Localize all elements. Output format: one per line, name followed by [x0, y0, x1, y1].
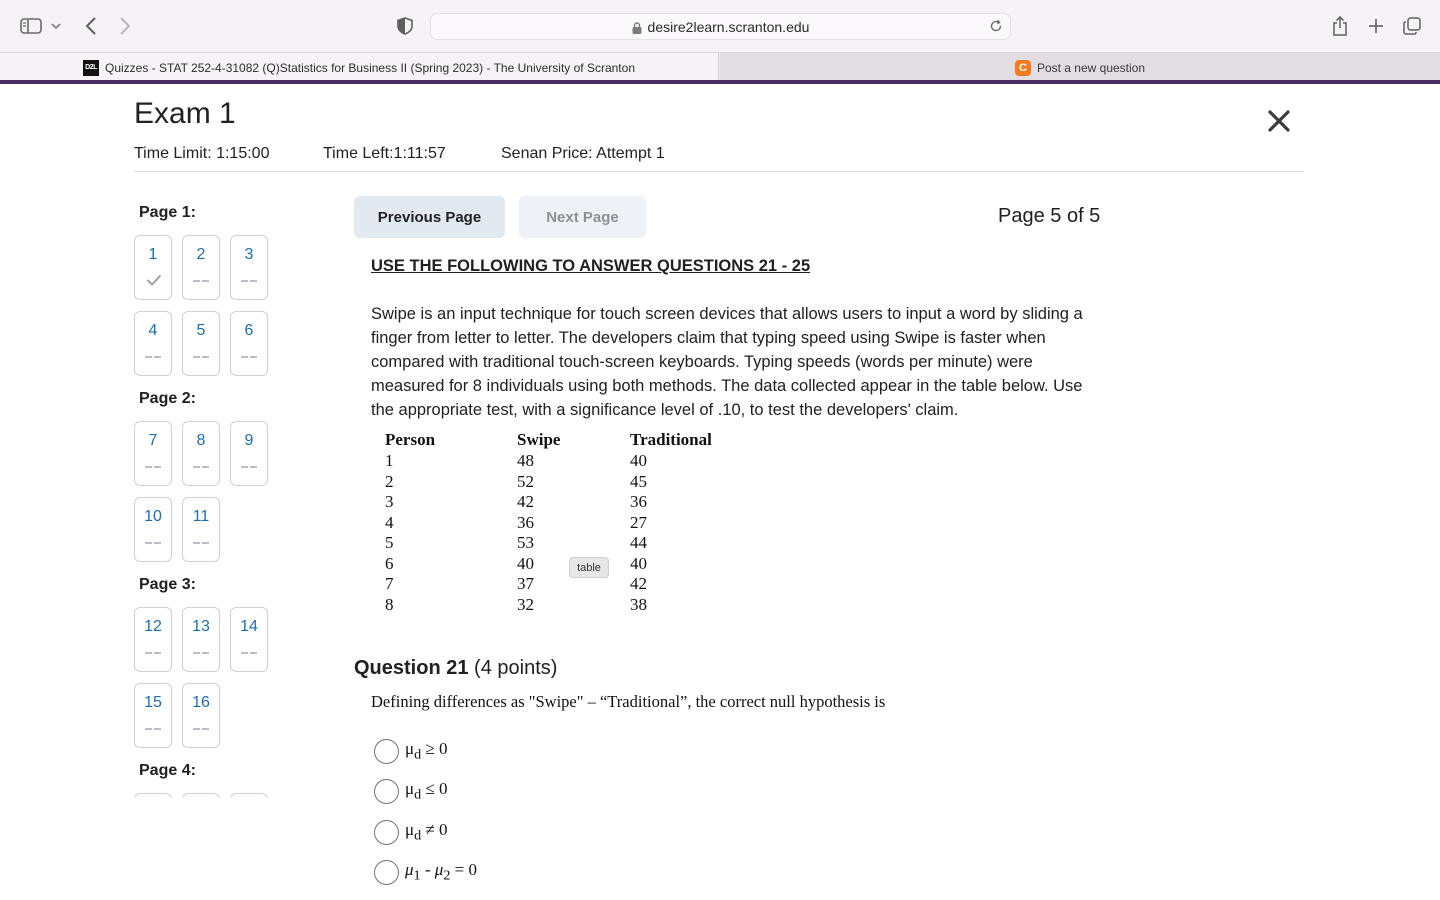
- page-indicator: Page 5 of 5: [998, 205, 1101, 227]
- tab-quizzes-label: Quizzes - STAT 252-4-31082 (Q)Statistics for Business II (Spring 2023) - The University of Scranton: [105, 60, 635, 75]
- back-icon[interactable]: [82, 12, 100, 40]
- nav-question-number: 14: [240, 618, 258, 635]
- nav-question-number: 10: [144, 508, 162, 525]
- unanswered-dash-icon: [193, 542, 209, 544]
- nav-page-label: Page 1:: [139, 204, 196, 221]
- answer-option-label: $\mu_d \ne 0$: [405, 819, 448, 844]
- nav-question-number: 9: [244, 432, 254, 449]
- question-title: [354, 657, 557, 680]
- nav-question-number: 7: [148, 432, 158, 449]
- table-cell: 44: [630, 533, 647, 552]
- unanswered-dash-icon: [145, 356, 161, 358]
- table-cell: 2: [385, 471, 394, 491]
- address-bar[interactable]: [430, 13, 1011, 40]
- nav-page-label: Page 4:: [139, 762, 196, 779]
- table-cell: 36: [630, 492, 647, 511]
- table-cell: 45: [630, 471, 647, 491]
- nav-question-7[interactable]: [134, 421, 172, 486]
- new-tab-icon[interactable]: [1366, 12, 1386, 40]
- tab-post-question-label: Post a new question: [1036, 60, 1146, 75]
- time-limit: Time Limit: 1:15:00: [134, 145, 270, 162]
- lock-icon: [632, 21, 642, 33]
- nav-question-number: 13: [192, 618, 210, 635]
- radio-button[interactable]: [374, 779, 399, 804]
- d2l-favicon-icon: D2L: [83, 60, 99, 76]
- table-cell: 5: [385, 533, 394, 552]
- nav-page-label: Page 3:: [139, 576, 196, 593]
- tab-overview-icon[interactable]: [1402, 12, 1422, 40]
- table-header-cell: Traditional: [630, 430, 712, 449]
- answer-option-3[interactable]: [374, 819, 448, 845]
- question-points: (4 points): [474, 657, 558, 679]
- nav-question-number: 3: [244, 246, 254, 263]
- nav-question-5[interactable]: [182, 311, 220, 376]
- unanswered-dash-icon: [145, 728, 161, 730]
- unanswered-dash-icon: [193, 466, 209, 468]
- nav-question-partial[interactable]: [182, 793, 220, 798]
- nav-question-number: 11: [192, 508, 210, 525]
- browser-toolbar: [0, 0, 1440, 52]
- tab-quizzes[interactable]: [0, 53, 719, 82]
- nav-scroll-clip: [130, 790, 290, 798]
- nav-question-partial[interactable]: [134, 793, 172, 798]
- unanswered-dash-icon: [145, 542, 161, 544]
- table-header-cell: Swipe: [517, 430, 561, 449]
- table-cell: 38: [630, 594, 647, 614]
- table-cell: 40: [630, 553, 647, 573]
- next-page-button[interactable]: Next Page: [519, 196, 646, 238]
- table-header-cell: Person: [385, 430, 436, 449]
- radio-button[interactable]: [374, 860, 399, 885]
- question-passage: Swipe is an input technique for touch screen devices that allows users to input a word by sliding a finger from letter to letter. The developers claim that typing speed using Swipe is faster when compared with traditional touch-screen keyboards. Typing speeds (words per minute) were measured for 8 individuals using both methods. The data collected appear in the table below. Use the appropriate test, with a significance level of .10, to test the developers' claim.: [371, 305, 1083, 419]
- table-row: [385, 533, 745, 553]
- table-cell: 4: [385, 512, 394, 532]
- table-cell: 52: [517, 471, 534, 491]
- table-cell: 40: [630, 451, 647, 470]
- table-row: [385, 451, 745, 471]
- table-row: [385, 574, 745, 594]
- radio-button[interactable]: [374, 820, 399, 845]
- table-cell: 1: [385, 451, 394, 470]
- nav-question-partial[interactable]: [230, 793, 268, 798]
- attempt-info: Senan Price: Attempt 1: [501, 145, 665, 162]
- table-row: [385, 554, 745, 574]
- answer-option-1[interactable]: [374, 738, 448, 764]
- table-cell: 7: [385, 574, 394, 593]
- table-row: [385, 595, 745, 615]
- table-row: [385, 472, 745, 492]
- table-tooltip: table: [569, 557, 609, 578]
- nav-question-6[interactable]: [230, 311, 268, 376]
- unanswered-dash-icon: [241, 652, 257, 654]
- unanswered-dash-icon: [241, 280, 257, 282]
- nav-question-number: 6: [244, 322, 254, 339]
- unanswered-dash-icon: [241, 356, 257, 358]
- reload-icon[interactable]: [989, 19, 1003, 36]
- nav-question-number: 4: [148, 322, 158, 339]
- nav-question-number: 5: [196, 322, 206, 339]
- sidebar-toggle-icon[interactable]: [18, 12, 44, 40]
- answered-check-icon: [146, 274, 162, 286]
- table-row: [385, 513, 745, 533]
- nav-question-number: 2: [196, 246, 206, 263]
- brand-accent-bar: [0, 80, 1440, 84]
- header-divider: [134, 171, 1304, 172]
- share-icon[interactable]: [1330, 12, 1350, 40]
- unanswered-dash-icon: [241, 466, 257, 468]
- nav-question-number: 16: [192, 694, 210, 711]
- answer-option-4[interactable]: [374, 859, 477, 885]
- nav-question-number: 8: [196, 432, 206, 449]
- nav-question-12[interactable]: [134, 607, 172, 672]
- chegg-favicon-icon: C: [1015, 60, 1031, 76]
- exam-title: Exam 1: [134, 97, 236, 130]
- tab-post-question[interactable]: [720, 53, 1440, 82]
- unanswered-dash-icon: [145, 466, 161, 468]
- answer-option-2[interactable]: [374, 778, 448, 804]
- nav-page-label: Page 2:: [139, 390, 196, 407]
- table-header-row: [385, 430, 745, 450]
- question-number: Question 21: [354, 657, 469, 679]
- table-cell: 36: [517, 512, 534, 532]
- unanswered-dash-icon: [193, 728, 209, 730]
- table-cell: 32: [517, 594, 534, 614]
- nav-question-11[interactable]: [182, 497, 220, 562]
- nav-question-1[interactable]: [134, 235, 172, 300]
- close-icon[interactable]: [1264, 106, 1294, 136]
- instruction-heading: USE THE FOLLOWING TO ANSWER QUESTIONS 21 - 25: [371, 257, 811, 275]
- table-cell: 48: [517, 451, 534, 470]
- answer-option-label: $\mu_d \ge 0$: [405, 738, 448, 763]
- time-left: Time Left:1:11:57: [323, 145, 446, 162]
- unanswered-dash-icon: [193, 652, 209, 654]
- question-text: Defining differences as "Swipe" – “Traditional”, the correct null hypothesis is: [371, 692, 886, 711]
- nav-question-8[interactable]: [182, 421, 220, 486]
- chevron-down-icon[interactable]: [49, 12, 63, 40]
- nav-question-9[interactable]: [230, 421, 268, 486]
- previous-page-button[interactable]: Previous Page: [354, 196, 505, 238]
- table-row: [385, 492, 745, 512]
- unanswered-dash-icon: [193, 280, 209, 282]
- forward-icon[interactable]: [116, 12, 134, 40]
- unanswered-dash-icon: [145, 652, 161, 654]
- table-cell: 40: [517, 553, 534, 573]
- unanswered-dash-icon: [193, 356, 209, 358]
- nav-question-2[interactable]: [182, 235, 220, 300]
- nav-question-number: 12: [144, 618, 162, 635]
- nav-question-4[interactable]: [134, 311, 172, 376]
- table-cell: 42: [517, 492, 534, 511]
- nav-question-15[interactable]: [134, 683, 172, 748]
- nav-question-number: 15: [144, 694, 162, 711]
- nav-question-14[interactable]: [230, 607, 268, 672]
- radio-button[interactable]: [374, 739, 399, 764]
- nav-question-3[interactable]: [230, 235, 268, 300]
- table-cell: 27: [630, 512, 647, 532]
- table-cell: 37: [517, 574, 534, 593]
- answer-option-label: $\mu_d \le 0$: [405, 778, 448, 803]
- answer-option-label: $\mu_1 - \mu_2 = 0$: [405, 859, 477, 884]
- privacy-shield-icon[interactable]: [396, 12, 414, 40]
- table-cell: 3: [385, 492, 394, 511]
- tab-bar: [0, 52, 1440, 81]
- nav-question-16[interactable]: [182, 683, 220, 748]
- table-cell: 6: [385, 553, 394, 573]
- nav-question-number: 1: [148, 246, 158, 263]
- table-cell: 8: [385, 594, 394, 614]
- url-text: desire2learn.scranton.edu: [647, 18, 810, 35]
- nav-question-10[interactable]: [134, 497, 172, 562]
- table-cell: 53: [517, 533, 534, 552]
- nav-question-13[interactable]: [182, 607, 220, 672]
- table-cell: 42: [630, 574, 647, 593]
